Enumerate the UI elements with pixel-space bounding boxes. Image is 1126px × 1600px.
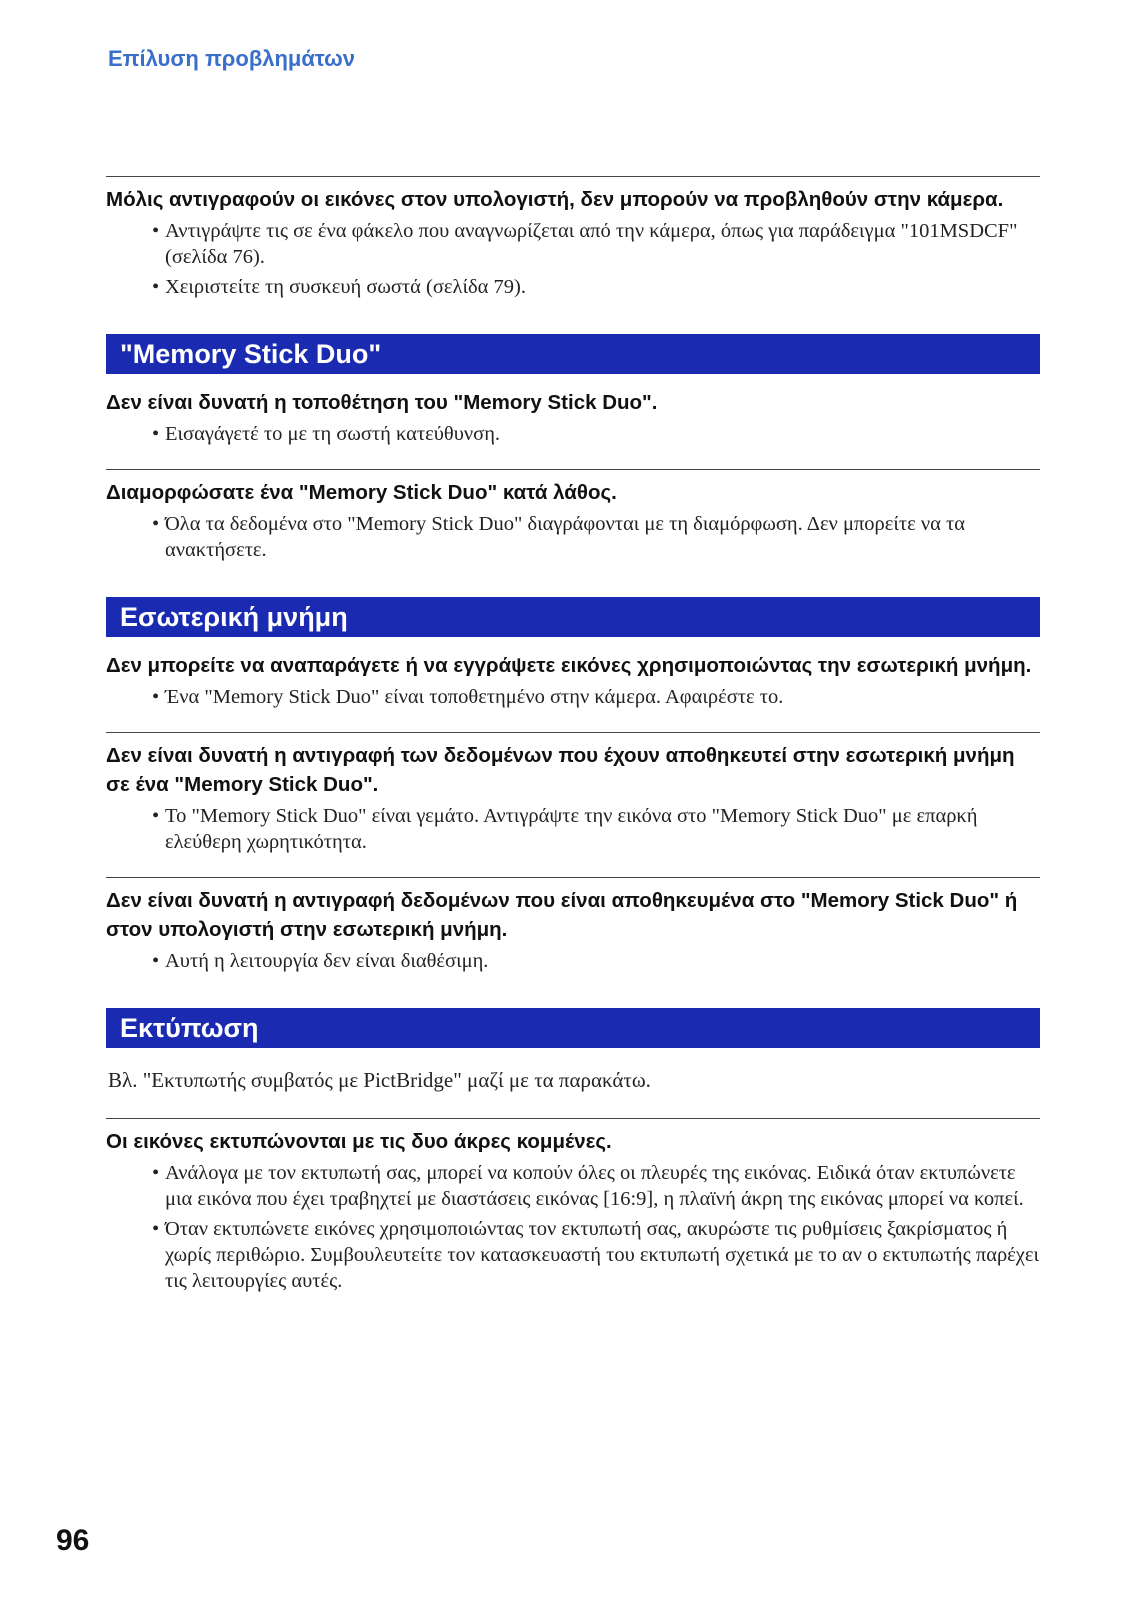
solution-list xyxy=(106,948,1040,974)
running-header: Επίλυση προβλημάτων xyxy=(108,46,355,71)
solution-list xyxy=(106,1160,1040,1294)
issue-title: Δεν μπορείτε να αναπαράγετε ή να εγγράψετε εικόνες χρησιμοποιώντας την εσωτερική μνήμη. xyxy=(106,654,1032,677)
page-number: 96 xyxy=(56,1524,90,1557)
printing-note: Βλ. "Εκτυπωτής συμβατός με PictBridge" μαζί με τα παρακάτω. xyxy=(108,1068,651,1092)
solution-item: • Όλα τα δεδομένα στο "Memory Stick Duo" διαγράφονται με τη διαμόρφωση. Δεν μπορείτε να τα ανακτήσετε. xyxy=(152,511,1040,563)
issue-title: Δεν είναι δυνατή η αντιγραφή των δεδομένων που έχουν αποθηκευτεί στην εσωτερική μνήμη σε ένα "Memory Stick Duo". xyxy=(106,744,1015,796)
section-heading-memory-stick: "Memory Stick Duo" xyxy=(106,334,1040,374)
issue-formatted-by-mistake xyxy=(106,469,1040,563)
solution-item: • Το "Memory Stick Duo" είναι γεμάτο. Αντιγράψτε την εικόνα στο "Memory Stick Duo" με επαρκή ελεύθερη χωρητικότητα. xyxy=(152,803,1040,855)
issue-cannot-play-record xyxy=(106,637,1040,710)
solution-item: • Ένα "Memory Stick Duo" είναι τοποθετημένο στην κάμερα. Αφαιρέστε το. xyxy=(152,684,1040,710)
solution-list xyxy=(106,421,1040,447)
solution-list xyxy=(106,684,1040,710)
solution-item: • Αυτή η λειτουργία δεν είναι διαθέσιμη. xyxy=(152,948,1040,974)
solution-list xyxy=(106,803,1040,855)
solution-item: • Ανάλογα με τον εκτυπωτή σας, μπορεί να κοπούν όλες οι πλευρές της εικόνας. Ειδικά όταν εκτυπώνετε μια εικόνα που έχει τραβηχτεί με διαστάσεις εικόνας [16:9], η πλαϊνή άκρη της εικόνας μπορεί να κοπεί. xyxy=(152,1160,1040,1212)
solution-item: • Εισαγάγετέ το με τη σωστή κατεύθυνση. xyxy=(152,421,1040,447)
issue-title: Οι εικόνες εκτυπώνονται με τις δυο άκρες κομμένες. xyxy=(106,1130,612,1153)
section-heading-internal-memory: Εσωτερική μνήμη xyxy=(106,597,1040,637)
issue-title: Δεν είναι δυνατή η αντιγραφή δεδομένων που είναι αποθηκευμένα στο "Memory Stick Duo" ή στον υπολογιστή στην εσωτερική μνήμη. xyxy=(106,889,1018,941)
issue-cannot-insert xyxy=(106,374,1040,447)
solution-item: • Όταν εκτυπώνετε εικόνες χρησιμοποιώντας τον εκτυπωτή σας, ακυρώστε τις ρυθμίσεις ξακρίσματος ή χωρίς περιθώριο. Συμβουλευτείτε τον κατασκευαστή του εκτυπωτή σχετικά με το αν ο εκτυπωτής παρέχει τις λειτουργίες αυτές. xyxy=(152,1216,1040,1294)
issue-title: Δεν είναι δυνατή η τοποθέτηση του "Memory Stick Duo". xyxy=(106,391,658,414)
solution-list xyxy=(106,511,1040,563)
solution-list xyxy=(106,218,1040,300)
issue-cannot-copy-to-stick xyxy=(106,732,1040,855)
issue-copied-images xyxy=(106,176,1040,300)
issue-title: Διαμορφώσατε ένα "Memory Stick Duo" κατά λάθος. xyxy=(106,481,617,504)
issue-title: Μόλις αντιγραφούν οι εικόνες στον υπολογιστή, δεν μπορούν να προβληθούν στην κάμερα. xyxy=(106,188,1004,211)
solution-item: • Αντιγράψτε τις σε ένα φάκελο που αναγνωρίζεται από την κάμερα, όπως για παράδειγμα "101MSDCF" (σελίδα 76). xyxy=(152,218,1040,270)
page-content xyxy=(106,176,1040,1298)
solution-item: • Χειριστείτε τη συσκευή σωστά (σελίδα 79). xyxy=(152,274,1040,300)
section-heading-printing: Εκτύπωση xyxy=(106,1008,1040,1048)
issue-edges-cut xyxy=(106,1118,1040,1294)
issue-cannot-copy-to-internal xyxy=(106,877,1040,974)
